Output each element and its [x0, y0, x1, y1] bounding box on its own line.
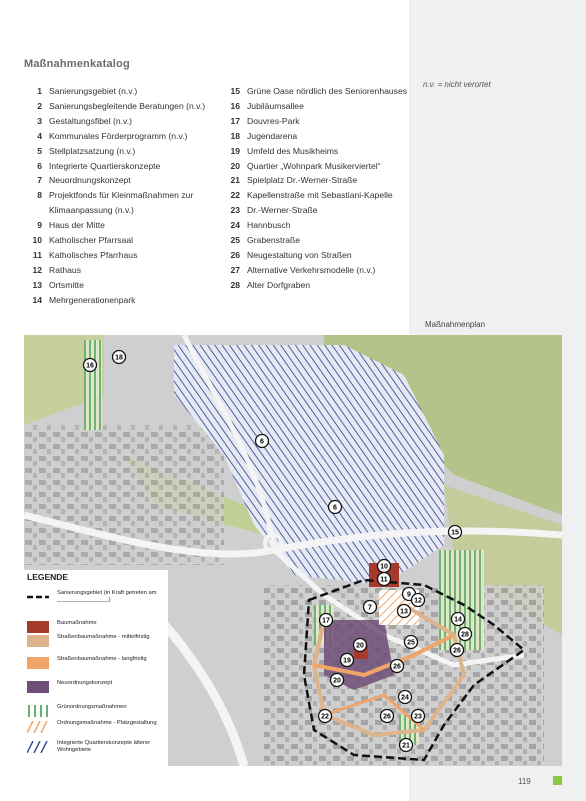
map-marker: [391, 660, 404, 673]
legend-item: [27, 704, 161, 716]
map-marker: [412, 594, 425, 607]
catalog-item-number: 25: [230, 235, 240, 246]
catalog-item-text: Dr.-Werner-Straße: [247, 205, 318, 216]
map-marker: [378, 573, 391, 586]
map-marker-label: 14: [454, 616, 462, 624]
catalog-item-text: Ortsmitte: [49, 279, 84, 290]
map-marker: [378, 560, 391, 573]
catalog-item-number: 12: [32, 264, 42, 275]
map-marker: [449, 526, 462, 539]
legend-item-label: Grünordnungsmaßnahmen: [57, 704, 127, 710]
plan-label: Maßnahmenplan: [425, 320, 486, 329]
catalog-item-text: Sanierungsgebiet (n.v.): [49, 86, 138, 96]
map-marker-label: 11: [380, 576, 388, 584]
catalog-item: [222, 173, 408, 188]
legend-item-label: Baumaßnahme: [57, 620, 97, 626]
map-marker: [341, 654, 354, 667]
catalog-item: [222, 129, 408, 144]
catalog-item: [222, 218, 408, 233]
map-marker: [381, 710, 394, 723]
catalog-item-number: 10: [32, 235, 42, 246]
map-marker-label: 17: [322, 617, 330, 625]
map-marker: [459, 628, 472, 641]
catalog-item-number: 17: [230, 115, 240, 126]
catalog-item-number: 3: [37, 115, 42, 126]
catalog-item: [222, 203, 408, 218]
map-marker: [398, 605, 411, 618]
catalog-item: [24, 278, 220, 293]
catalog-item-text: Hannbusch: [247, 220, 291, 231]
catalog-item-number: 8: [37, 190, 42, 201]
catalog-item-number: 15: [230, 86, 240, 96]
catalog-item-number: 5: [37, 145, 42, 156]
catalog-item-text: Katholischer Pfarrsaal: [49, 235, 134, 246]
catalog-item-number: 20: [230, 160, 240, 171]
catalog-item-number: 14: [32, 294, 42, 305]
map-marker: [84, 359, 97, 372]
catalog-item: [24, 233, 220, 248]
dashed-boundary-swatch: [27, 590, 49, 602]
map-marker: [113, 351, 126, 364]
catalog-item: [24, 144, 220, 159]
map-marker-label: 20: [356, 642, 364, 650]
legend-item-label: Sanierungsgebiet (in Kraft getreten am ________________): [57, 590, 157, 603]
map-marker-label: 26: [453, 647, 461, 655]
map-marker-label: 16: [86, 362, 94, 370]
catalog-item-number: 2: [37, 100, 42, 111]
catalog-item: [24, 188, 220, 218]
catalog-item: [222, 248, 408, 263]
legend-item: [27, 634, 161, 646]
catalog-item: [24, 218, 220, 233]
legend-item-label: Straßenbaumaßnahme - langfristig: [57, 656, 147, 662]
map-marker-label: 18: [115, 354, 123, 362]
catalog-item-number: 27: [230, 264, 240, 275]
catalog-item-text: Projektfonds für Kleinmaßnahmen zur Klimaanpassung (n.v.): [49, 190, 194, 216]
legend-item-label: Ordnungsmaßnahme - Platzgestaltung: [57, 720, 157, 726]
catalog-item-text: Neuordnungskonzept: [49, 175, 131, 186]
catalog-item-number: 13: [32, 279, 42, 290]
catalog-item-text: Jugendarena: [247, 130, 298, 141]
legend-item: [27, 680, 161, 692]
catalog-item-text: Stellplatzsatzung (n.v.): [49, 145, 136, 156]
catalog-item-number: 26: [230, 249, 240, 260]
catalog-item: [24, 263, 220, 278]
catalog-list-right: [222, 84, 408, 293]
catalog-item: [222, 278, 408, 293]
map-marker: [412, 710, 425, 723]
solid-orange-swatch: [27, 656, 49, 668]
catalog-item-text: Quartier „Wohnpark Musikerviertel“: [247, 160, 381, 171]
map-marker: [319, 710, 332, 723]
legend-item-label: Neuordnungskonzept: [57, 680, 113, 686]
legend-item: [27, 656, 161, 668]
note-text: n.v. = nicht verortet: [423, 80, 491, 89]
map-marker-label: 15: [451, 529, 459, 537]
solid-tan-swatch: [27, 634, 49, 646]
catalog-item: [24, 99, 220, 114]
catalog-item-text: Integrierte Quartierskonzepte: [49, 160, 161, 171]
catalog-item: [24, 173, 220, 188]
catalog-item-text: Alter Dorfgraben: [247, 279, 311, 290]
page-number: 119: [518, 777, 531, 786]
catalog-item-number: 11: [32, 249, 42, 260]
catalog-item: [24, 114, 220, 129]
catalog-item-number: 6: [37, 160, 42, 171]
catalog-item: [222, 114, 408, 129]
page-marker: [553, 776, 562, 785]
catalog-item-number: 7: [37, 175, 42, 186]
catalog-item: [222, 99, 408, 114]
catalog-item-text: Neugestaltung von Straßen: [247, 249, 352, 260]
catalog-item-number: 18: [230, 130, 240, 141]
catalog-item: [222, 84, 408, 99]
map-marker: [400, 739, 413, 752]
map-marker-label: 6: [333, 504, 337, 512]
catalog-item: [24, 84, 220, 99]
map-marker-label: 25: [407, 639, 415, 647]
catalog-item-text: Spielplatz Dr.-Werner-Straße: [247, 175, 358, 186]
catalog-item-number: 19: [230, 145, 240, 156]
catalog-item: [222, 188, 408, 203]
catalog-item-text: Grabenstraße: [247, 235, 301, 246]
map-marker: [452, 613, 465, 626]
orange-diagonal-hatch-swatch: [27, 720, 49, 732]
catalog-item-number: 28: [230, 279, 240, 290]
catalog-item-text: Sanierungsbegleitende Beratungen (n.v.): [49, 100, 206, 111]
catalog-item-number: 23: [230, 205, 240, 216]
map-marker-label: 20: [333, 677, 341, 685]
catalog-item: [24, 159, 220, 174]
map-marker: [354, 639, 367, 652]
green-measure: [84, 340, 102, 430]
catalog-item-number: 21: [230, 175, 240, 186]
catalog-item: [222, 233, 408, 248]
map-marker: [451, 644, 464, 657]
catalog-item-number: 9: [37, 220, 42, 231]
map-marker-label: 13: [400, 608, 408, 616]
catalog-item: [24, 293, 220, 308]
catalog-list-left: [24, 84, 220, 308]
catalog-item-text: Rathaus: [49, 264, 82, 275]
legend-item: [27, 740, 161, 754]
legend-item-label: Straßenbaumaßnahme - mittelfristig: [57, 634, 150, 640]
map-marker-label: 28: [461, 631, 469, 639]
legend-item: [27, 620, 161, 632]
map-marker: [331, 674, 344, 687]
legend: [24, 570, 168, 766]
map-marker-label: 19: [343, 657, 351, 665]
map-marker-label: 23: [414, 713, 422, 721]
map-marker: [329, 501, 342, 514]
map-marker: [399, 691, 412, 704]
map-marker: [364, 601, 377, 614]
green-vertical-hatch-swatch: [27, 704, 49, 716]
map-marker-label: 22: [321, 713, 329, 721]
catalog-item-number: 24: [230, 220, 240, 231]
legend-title: LEGENDE: [27, 572, 69, 582]
catalog-item-text: Mehrgenerationenpark: [49, 294, 136, 305]
catalog-item: [222, 263, 408, 278]
blue-diagonal-hatch-swatch: [27, 740, 49, 752]
catalog-item-text: Katholisches Pfarrhaus: [49, 249, 138, 260]
solid-purple-swatch: [27, 680, 49, 692]
catalog-item-text: Gestaltungsfibel (n.v.): [49, 115, 132, 126]
catalog-item: [24, 248, 220, 263]
map-marker-label: 26: [393, 663, 401, 671]
legend-item: [27, 720, 161, 732]
map-marker: [320, 614, 333, 627]
catalog-item-text: Umfeld des Musikheims: [247, 145, 339, 156]
map-marker-label: 10: [380, 563, 388, 571]
catalog-item-text: Kommunales Förderprogramm (n.v.): [49, 130, 188, 141]
catalog-item-text: Douvres-Park: [247, 115, 300, 126]
catalog-item-text: Grüne Oase nördlich des Seniorenhauses: [247, 86, 408, 96]
map-marker-label: 21: [402, 742, 410, 750]
buildings: [24, 425, 224, 565]
catalog-item-number: 1: [37, 86, 42, 96]
legend-item: [27, 590, 161, 604]
map-marker-label: 24: [401, 694, 409, 702]
catalog-item-number: 16: [230, 100, 240, 111]
map-marker: [256, 435, 269, 448]
catalog-item-text: Kapellenstraße mit Sebastiani-Kapelle: [247, 190, 393, 201]
catalog-item-text: Haus der Mitte: [49, 220, 105, 231]
catalog-item: [24, 129, 220, 144]
solid-red-swatch: [27, 620, 49, 632]
catalog-item-text: Alternative Verkehrsmodelle (n.v.): [247, 264, 376, 275]
map-marker-label: 9: [407, 591, 411, 599]
page-title: Maßnahmenkatalog: [24, 58, 130, 70]
legend-item-label: Integrierte Quartierskonzepte älterer Wohngebiete: [57, 740, 151, 753]
catalog-item-text: Jubiläumsallee: [247, 100, 304, 111]
map-marker-label: 6: [260, 438, 264, 446]
map-marker: [405, 636, 418, 649]
map-marker-label: 12: [414, 597, 422, 605]
catalog-item-number: 22: [230, 190, 240, 201]
catalog-item-number: 4: [37, 130, 42, 141]
map-marker-label: 7: [368, 604, 372, 612]
catalog-item: [222, 144, 408, 159]
catalog-item: [222, 159, 408, 174]
map-marker-label: 26: [383, 713, 391, 721]
